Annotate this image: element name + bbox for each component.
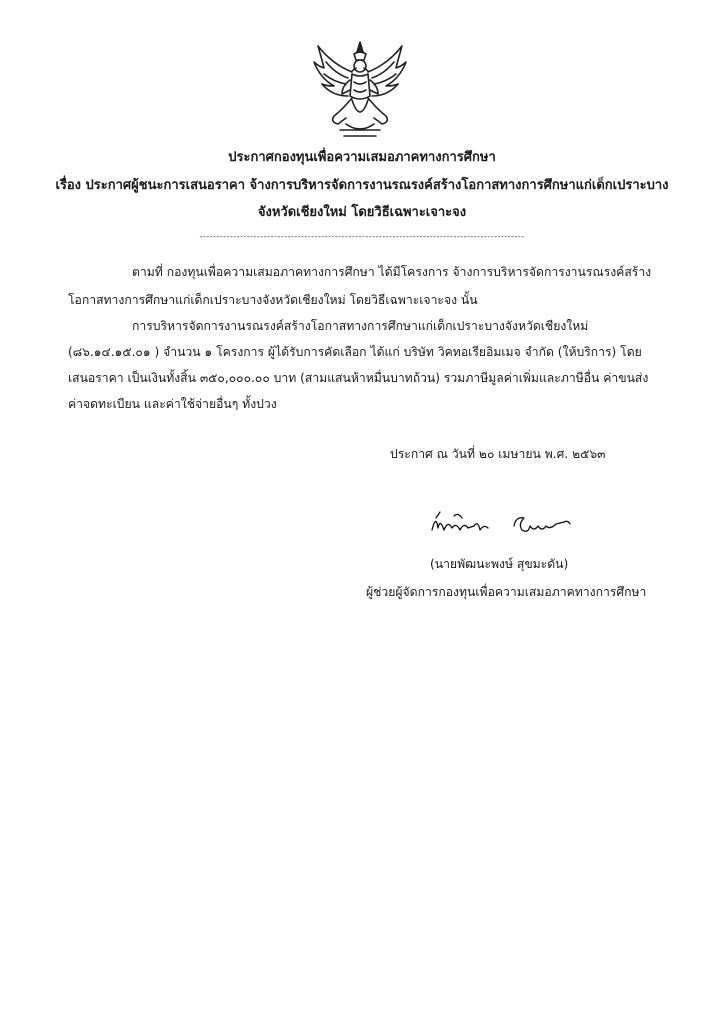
body-paragraph-1-line-2: โอกาสทางการศึกษาแก่เด็กเปราะบางจังหวัดเชียงใหม่ โดยวิธีเฉพาะเจาะจง นั้น bbox=[68, 293, 478, 307]
body-paragraph-1-line-1: ตามที่ กองทุนเพื่อความเสมอภาคทางการศึกษา ได้มีโครงการ จ้างการบริหารจัดการงานรณรงค์สร้าง bbox=[132, 265, 652, 279]
announcement-title: ประกาศกองทุนเพื่อความเสมอภาคทางการศึกษา bbox=[228, 150, 496, 165]
body-paragraph-2-line-4: ค่าจดทะเบียน และค่าใช้จ่ายอื่นๆ ทั้งปวง bbox=[68, 397, 277, 411]
handwritten-signature-icon bbox=[430, 508, 578, 542]
signer-name: (นายพัฒนะพงษ์ สุขมะดัน) bbox=[430, 557, 569, 571]
announcement-subject: เรื่อง ประกาศผู้ชนะการเสนอราคา จ้างการบริหารจัดการงานรณรงค์สร้างโอกาสทางการศึกษาแก่เด็กเปราะบาง bbox=[55, 178, 669, 193]
header-divider: ------------------------------------------------------------------------------------------------ bbox=[199, 232, 525, 241]
signer-title: ผู้ช่วยผู้จัดการกองทุนเพื่อความเสมอภาคทางการศึกษา bbox=[366, 585, 647, 599]
announcement-subject-continued: จังหวัดเชียงใหม่ โดยวิธีเฉพาะเจาะจง bbox=[257, 205, 467, 220]
announcement-date: ประกาศ ณ วันที่ ๒๐ เมษายน พ.ศ. ๒๕๖๓ bbox=[390, 447, 606, 461]
body-paragraph-2-line-2: (๘๖.๑๔.๑๕.๐๑ ) จำนวน ๑ โครงการ ผู้ได้รับการคัดเลือก ได้แก่ บริษัท วิคทอเรียอิมเมจ จำกัด (ให้บริการ) โดย bbox=[68, 345, 642, 359]
body-paragraph-2-line-1: การบริหารจัดการงานรณรงค์สร้างโอกาสทางการศึกษาแก่เด็กเปราะบางจังหวัดเชียงใหม่ bbox=[132, 319, 589, 333]
garuda-emblem-icon bbox=[312, 38, 408, 142]
body-paragraph-2-line-3: เสนอราคา เป็นเงินทั้งสิ้น ๓๕๐,๐๐๐.๐๐ บาท (สามแสนห้าหมื่นบาทถ้วน) รวมภาษีมูลค่าเพิ่มและภาษีอื่น ค่าขนส่ง bbox=[68, 371, 649, 385]
